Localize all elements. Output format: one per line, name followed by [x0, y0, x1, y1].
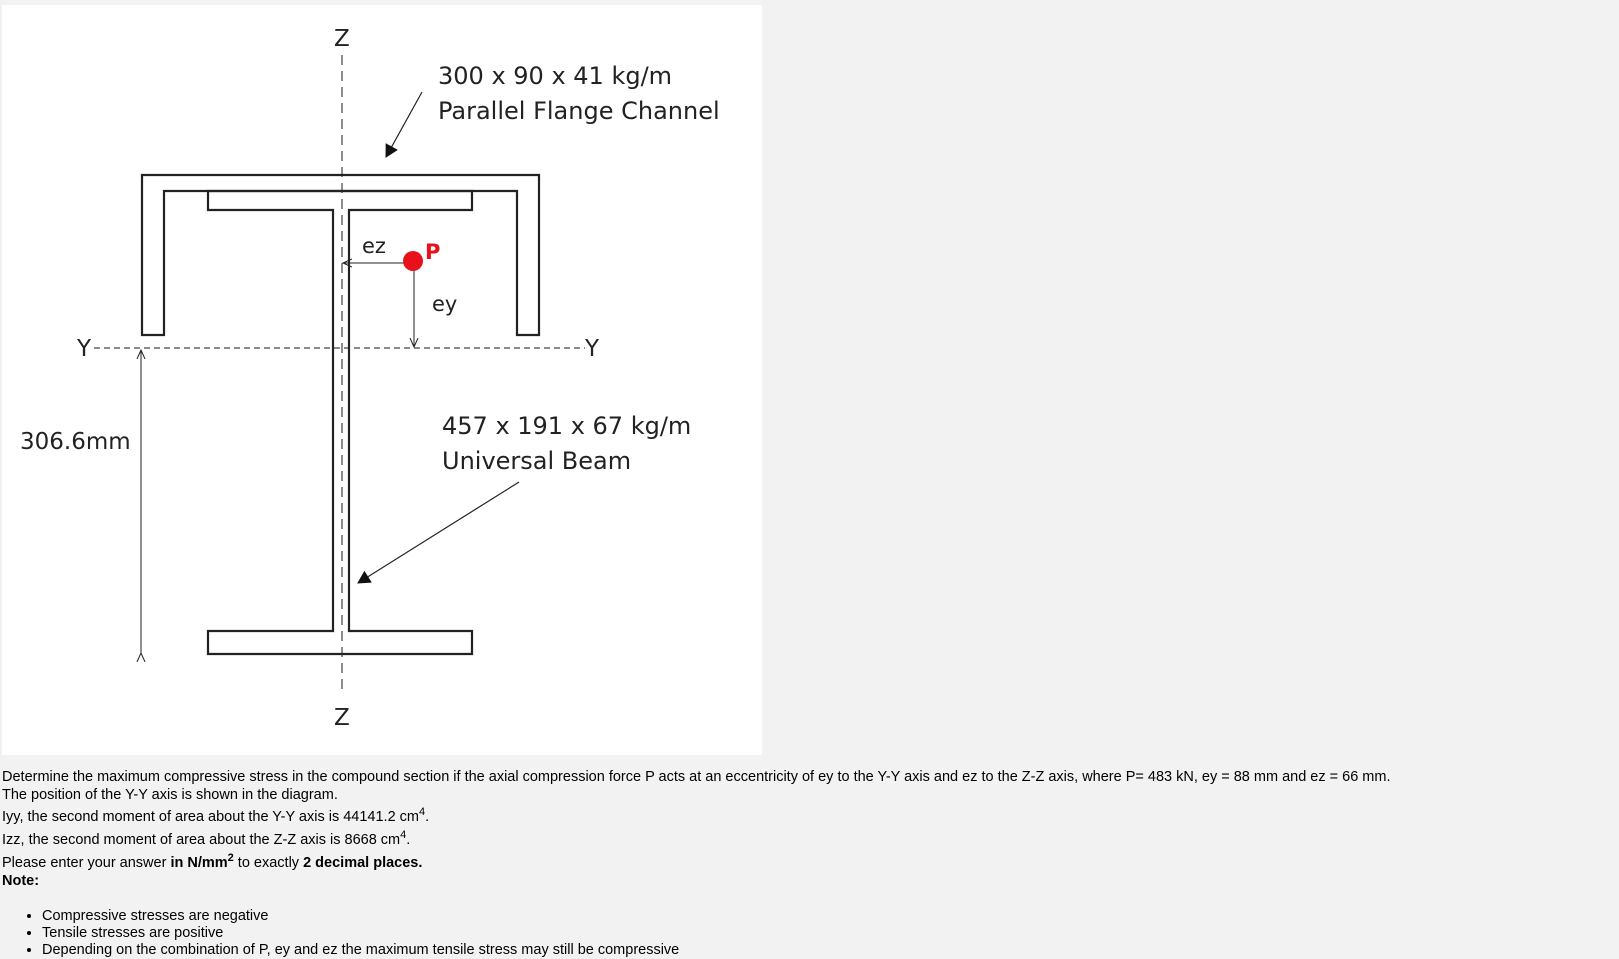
- note-heading: Note:: [2, 873, 40, 889]
- y-axis-left-label: Y: [77, 336, 92, 362]
- beam-leader-arrow: [358, 482, 519, 583]
- izz-line: Izz, the second moment of area about the Z-Z axis is 8668 $cm^4$.: [2, 829, 411, 848]
- question-text: [2, 768, 1612, 959]
- y-axis-right-label: Y: [585, 336, 600, 362]
- question-line-2: The position of the Y-Y axis is shown in the diagram.: [2, 787, 338, 803]
- question-line-1: Determine the maximum compressive stress in the compound section if the axial compression force P acts at an eccentricity of ey to the Y-Y axis and ez to the Z-Z axis, where P= 483 kN, ey = 88 mm and ez = 66 mm.: [2, 769, 1391, 785]
- answer-instruction: Please enter your answer in $N/mm^2$ to exactly 2 decimal places.: [2, 852, 423, 871]
- note-item: • Compressive stresses are negative: [42, 908, 1612, 925]
- ez-label: ez: [362, 234, 386, 258]
- note-item: • Tensile stresses are positive: [42, 925, 1612, 942]
- z-axis-bottom-label: Z: [334, 705, 350, 731]
- note-item: • Depending on the combination of P, ey and ez the maximum tensile stress may still be compressive: [42, 942, 1612, 959]
- beam-label-size: 457 x 191 x 67 kg/m: [442, 412, 692, 440]
- channel-outline: [142, 175, 539, 335]
- load-point-marker: [403, 251, 423, 271]
- section-diagram: [2, 5, 762, 755]
- note-list: [2, 908, 1612, 959]
- load-p-label: P: [425, 240, 441, 264]
- z-axis-top-label: Z: [334, 26, 350, 52]
- channel-leader-arrow: [386, 92, 422, 157]
- height-dimension-label: 306.6mm: [20, 429, 131, 455]
- compound-section-svg: [2, 5, 762, 755]
- ey-label: ey: [432, 292, 458, 316]
- channel-label-type: Parallel Flange Channel: [438, 97, 720, 125]
- iyy-line: Iyy, the second moment of area about the Y-Y axis is 44141.2 $cm^4$.: [2, 806, 430, 825]
- channel-label-size: 300 x 90 x 41 kg/m: [438, 62, 673, 90]
- beam-label-type: Universal Beam: [442, 447, 632, 475]
